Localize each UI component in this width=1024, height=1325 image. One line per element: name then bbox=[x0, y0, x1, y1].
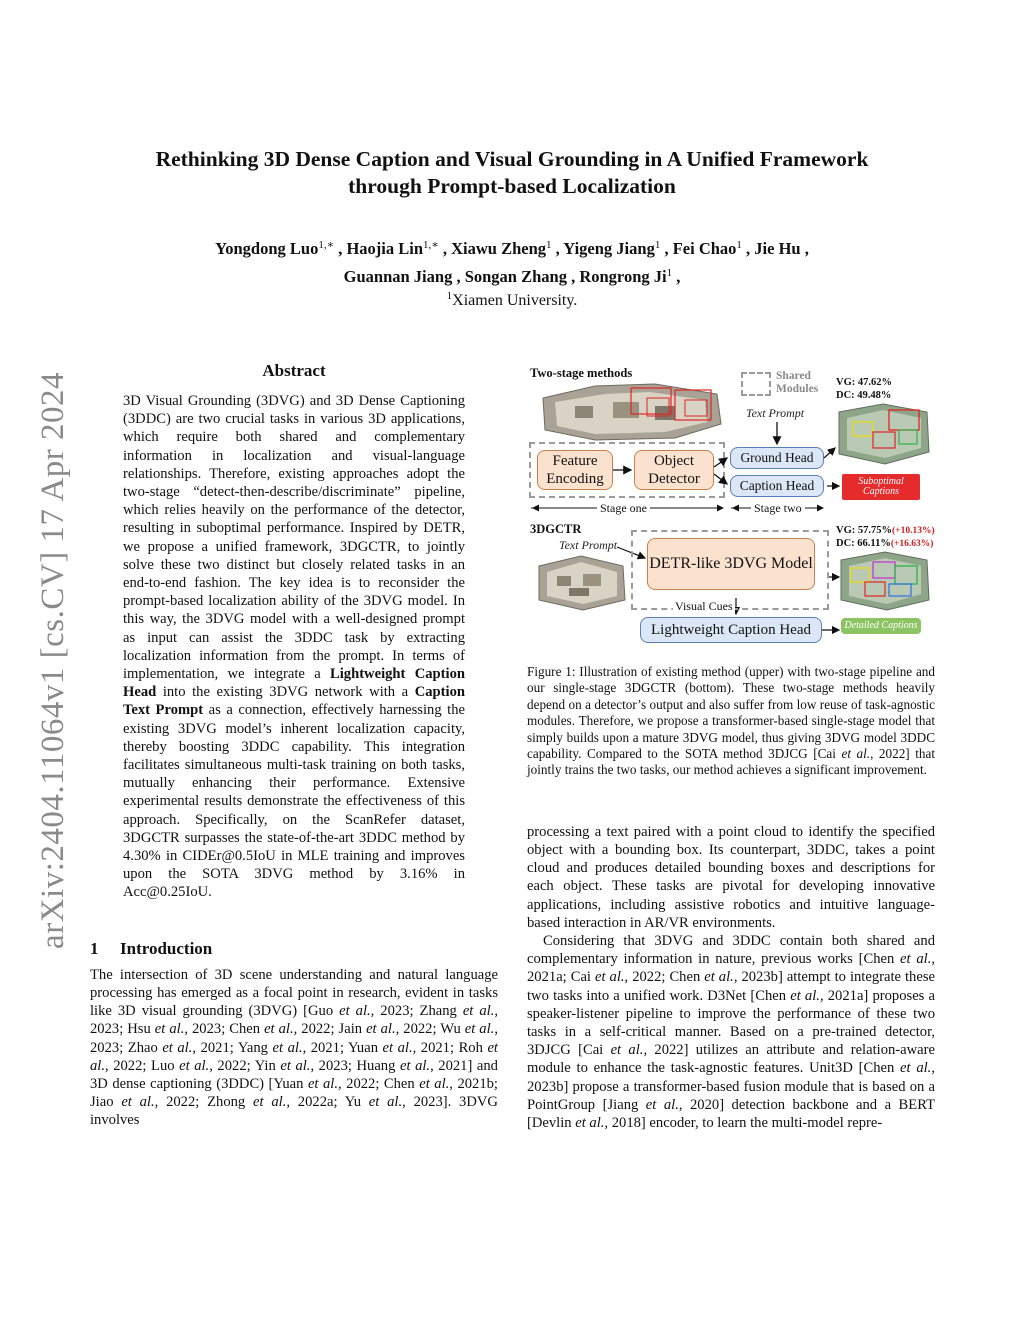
et-al: et al. bbox=[366, 1021, 396, 1038]
suboptimal-captions-tag: Suboptimal Captions bbox=[842, 474, 920, 500]
author-sup: 1,∗ bbox=[318, 239, 335, 251]
figure-1 bbox=[527, 362, 935, 652]
intro-text: , 2023]. 3DVG involves bbox=[90, 1094, 498, 1129]
vg-gain: (+10.13%) bbox=[892, 526, 935, 536]
intro-text: , 2021; Roh bbox=[412, 1039, 488, 1056]
author-name: Guannan Jiang bbox=[343, 267, 453, 286]
introduction-body bbox=[90, 966, 498, 1130]
intro-text: , 2023; Zhao bbox=[90, 1021, 498, 1056]
abstract-text-2: into the existing 3DVG network with a bbox=[156, 684, 415, 701]
et-al: et al. bbox=[382, 1039, 413, 1056]
author-name: Yigeng Jiang bbox=[563, 239, 655, 258]
intro-text: , 2022a; Yu bbox=[286, 1094, 369, 1111]
arxiv-stamp-text: arXiv:2404.11064v1 [cs.CV] 17 Apr 2024 bbox=[34, 371, 71, 949]
intro-text: , 2022; Luo bbox=[105, 1057, 180, 1074]
object-detector-module: Object Detector bbox=[634, 450, 714, 490]
left-column bbox=[90, 360, 498, 1130]
paragraph-previous-works bbox=[527, 932, 935, 1132]
author-name: Rongrong Ji bbox=[579, 267, 667, 286]
abstract-text-1: 3D Visual Grounding (3DVG) and 3D Dense Captioning (3DDC) are two crucial tasks in various 3D applications, which require both shared and complementary information in localization and visual-language relationships. Therefore, existing approaches adopt the two-stage “detect-then-describe/discriminate” pipeline, which relies heavily on the performance of the detector, resulting in suboptimal performance. Inspired by DETR, we propose a unified framework, 3DGCTR, to jointly solve these two distinct but closely related tasks in an end-to-end fashion. The key idea is to reconsider the prompt-based localization ability of the 3DVG model. In this way, the 3DVG model with a well-designed prompt as input can assist the 3DDC task by extracting localization information from the prompt. In terms of implementation, we integrate a bbox=[123, 393, 465, 683]
vg-value-bottom: VG: 57.75% bbox=[836, 525, 892, 536]
affiliation-sup: 1 bbox=[446, 290, 453, 302]
intro-text: , 2022; Yin bbox=[209, 1057, 281, 1074]
intro-text: , 2021; Yang bbox=[192, 1039, 273, 1056]
et-al: et al. bbox=[841, 746, 871, 762]
et-al: et al. bbox=[264, 1021, 294, 1038]
ground-head-module: Ground Head bbox=[730, 447, 824, 469]
intro-text: , 2023; Chen bbox=[184, 1021, 265, 1038]
detailed-captions-tag: Detailed Captions bbox=[841, 618, 921, 634]
dc-metric-bottom bbox=[836, 537, 933, 551]
body-text: , 2023b] propose a transformer-based fusion module that is based on a PointGroup [Jiang bbox=[527, 1060, 935, 1113]
author-list bbox=[90, 233, 934, 289]
affiliation bbox=[90, 285, 934, 312]
intro-text: , 2021; Yuan bbox=[302, 1039, 383, 1056]
abstract-bold-2: Caption Text Prompt bbox=[123, 684, 465, 719]
et-al: et al. bbox=[90, 1039, 498, 1074]
author-sup: 1,∗ bbox=[423, 239, 439, 251]
right-column bbox=[527, 362, 935, 1132]
shared-modules-label: Shared Modules bbox=[776, 370, 819, 395]
intro-text: , 2023; Zhang bbox=[370, 1003, 463, 1020]
body-text: , 2022] utilizes an attribute and relation-aware module to enhance the task-agnostic features. Unit3D [Chen bbox=[527, 1042, 935, 1077]
intro-text: , 2023; Huang bbox=[310, 1057, 400, 1074]
stage-one-label: Stage one bbox=[597, 501, 650, 516]
et-al: et al. bbox=[645, 1096, 679, 1113]
body-text: , 2018] encoder, to learn the multi-model repre- bbox=[604, 1115, 883, 1132]
author-line-2: Guannan Jiang , Songan Zhang , Rongrong Ji$^1$ , bbox=[343, 267, 681, 286]
intro-text: , 2021b; Jiao bbox=[90, 1075, 498, 1111]
et-al: et al. bbox=[121, 1094, 155, 1111]
paper-title bbox=[90, 146, 934, 200]
et-al: et al. bbox=[419, 1075, 450, 1092]
stage-two-label: Stage two bbox=[751, 501, 805, 516]
caption-head-module: Caption Head bbox=[730, 475, 824, 497]
et-al: et al. bbox=[307, 1075, 338, 1092]
et-al: et al. bbox=[595, 969, 625, 986]
et-al: et al. bbox=[280, 1057, 311, 1074]
title-line-1: Rethinking 3D Dense Caption and Visual Grounding in A Unified Framework bbox=[155, 147, 869, 171]
et-al: et al. bbox=[272, 1039, 303, 1056]
et-al: et al. bbox=[179, 1057, 210, 1074]
visual-cues-label: Visual Cues bbox=[675, 599, 733, 613]
et-al: et al. bbox=[900, 1060, 932, 1077]
title-line-2: through Prompt-based Localization bbox=[348, 174, 676, 198]
caption-text-2: , 2022] that jointly trains the two tasks, our method achieves a significant improvement. bbox=[527, 746, 935, 778]
feature-encoding-module: Feature Encoding bbox=[537, 450, 613, 490]
et-al: et al. bbox=[253, 1094, 287, 1111]
et-al: et al. bbox=[464, 1021, 495, 1038]
author-sup: 1 bbox=[666, 267, 673, 279]
section-heading-introduction bbox=[90, 938, 498, 960]
affiliation-name: Xiamen University. bbox=[452, 292, 578, 309]
abstract-text-3: as a connection, effectively harnessing the existing 3DVG model’s inherent localization capacity, thereby boosting 3DDC capability. This integration facilitates simultaneous multi-task training on both tasks, mutually enhancing their performance. Extensive experimental results demonstrate the effectiveness of this approach. Specifically, on the ScanRefer dataset, 3DGCTR surpasses the state-of-the-art 3DDC method by 4.30% in CIDEr@0.5IoU in MLE training and improves upon the SOTA 3DVG method by 3.16% in Acc@0.25IoU. bbox=[123, 702, 465, 901]
et-al: et al. bbox=[900, 951, 932, 968]
paragraph-3dvg-3ddc: processing a text paired with a point cloud to identify the specified object with a bounding box. Its counterpart, 3DDC, takes a point cloud and produces detailed bounding boxes and descriptions for each object. These tasks are pivotal for developing innovative applications, including assistive robotics and intuitive language-based interaction in AR/VR environments. bbox=[527, 823, 935, 931]
section-title: Introduction bbox=[120, 938, 213, 958]
body-text: , 2023b] attempt to integrate these two tasks into a unified work. D3Net [Chen bbox=[527, 969, 935, 1004]
dc-gain: (+16.63%) bbox=[890, 539, 934, 549]
et-al: et al. bbox=[704, 969, 734, 986]
et-al: et al. bbox=[462, 1003, 495, 1020]
intro-text: , 2023; Hsu bbox=[90, 1003, 499, 1038]
figure-1-caption bbox=[527, 664, 935, 779]
author-name: Haojia Lin bbox=[346, 239, 424, 258]
abstract-heading: Abstract bbox=[262, 361, 326, 380]
et-al: et al. bbox=[610, 1042, 644, 1059]
abstract-bold-1: Lightweight Caption Head bbox=[123, 666, 465, 701]
gctr-label: 3DGCTR bbox=[530, 522, 582, 536]
vg-metric-bottom bbox=[836, 524, 935, 538]
et-al: et al. bbox=[368, 1094, 403, 1111]
lightweight-caption-head-module: Lightweight Caption Head bbox=[640, 617, 822, 643]
et-al: et al. bbox=[339, 1003, 371, 1020]
intro-text: The intersection of 3D scene understanding and natural language processing has emerged as a focal point in research, evident in tasks like 3D visual grounding (3DVG) [Guo bbox=[90, 966, 498, 1020]
author-name: Songan Zhang bbox=[464, 267, 567, 286]
intro-text: , 2022; Wu bbox=[395, 1021, 465, 1038]
dc-metric-top: DC: 49.48% bbox=[836, 390, 892, 401]
intro-text: , 2021] and 3D dense captioning (3DDC) [Yuan bbox=[90, 1057, 498, 1092]
vg-metric-top: VG: 47.62% bbox=[836, 377, 892, 388]
body-text: , 2022; Chen bbox=[624, 969, 705, 986]
arxiv-identifier-stamp bbox=[28, 350, 78, 970]
two-stage-label: Two-stage methods bbox=[530, 366, 633, 380]
dc-value-bottom: DC: 66.11% bbox=[836, 538, 891, 549]
body-text: , 2021a] proposes a speaker-listener pipeline to improve the performance of these two tasks in a self-critical manner. Based on a pre-trained detector, 3DJCG [Cai bbox=[527, 987, 935, 1059]
intro-text: , 2022; Chen bbox=[337, 1075, 420, 1092]
caption-text-1: Figure 1: Illustration of existing method (upper) with two-stage pipeline and our single-stage 3DGCTR (bottom). These two-stage methods heavily depend on a detector’s output and also suffer from low reuse of task-agnostic modules. Therefore, we propose a transformer-based single-stage model that simply builds upon a mature 3DVG model, thus giving 3DVG model 3DDC capability. Compared to the SOTA method 3DJCG [Cai bbox=[527, 664, 935, 762]
body-text: Considering that 3DVG and 3DDC contain both shared and complementary information in nature, previous works [Chen bbox=[527, 933, 935, 968]
body-text: , 2020] detection backbone and a BERT [Devlin bbox=[527, 1096, 935, 1132]
text-prompt-label-top: Text Prompt bbox=[746, 406, 805, 420]
author-name: Yongdong Luo bbox=[215, 239, 319, 258]
et-al: et al. bbox=[154, 1021, 185, 1038]
author-sup: 1 bbox=[654, 239, 661, 251]
right-column-body bbox=[527, 823, 935, 1132]
author-name: Jie Hu bbox=[754, 239, 801, 258]
detr-3dvg-model: DETR-like 3DVG Model bbox=[647, 538, 815, 590]
author-name: Fei Chao bbox=[672, 239, 737, 258]
author-name: Xiawu Zheng bbox=[451, 239, 547, 258]
et-al: et al. bbox=[162, 1039, 193, 1056]
intro-text: , 2022; Jain bbox=[293, 1021, 367, 1038]
result-scene-bottom bbox=[835, 550, 933, 612]
point-cloud-scene-bottom bbox=[535, 554, 627, 612]
et-al: et al. bbox=[399, 1057, 431, 1074]
section-number: 1 bbox=[90, 938, 99, 958]
et-al: et al. bbox=[575, 1115, 605, 1132]
author-sup: 1 bbox=[736, 239, 742, 251]
author-sup: 1 bbox=[546, 239, 552, 251]
abstract-body bbox=[123, 392, 465, 902]
body-text: , 2021a; Cai bbox=[527, 951, 935, 986]
text-prompt-label-bottom: Text Prompt bbox=[559, 538, 618, 552]
et-al: et al. bbox=[790, 987, 820, 1004]
author-line-1: Yongdong Luo$^{1,∗}$ , Haojia Lin$^{1,∗}$ , Xiawu Zheng$^1$ , Yigeng Jiang$^1$ , Fei Chao$^1$ , Jie Hu , bbox=[215, 239, 809, 258]
result-scene-top bbox=[833, 402, 933, 466]
intro-text: , 2022; Zhong bbox=[154, 1094, 254, 1111]
